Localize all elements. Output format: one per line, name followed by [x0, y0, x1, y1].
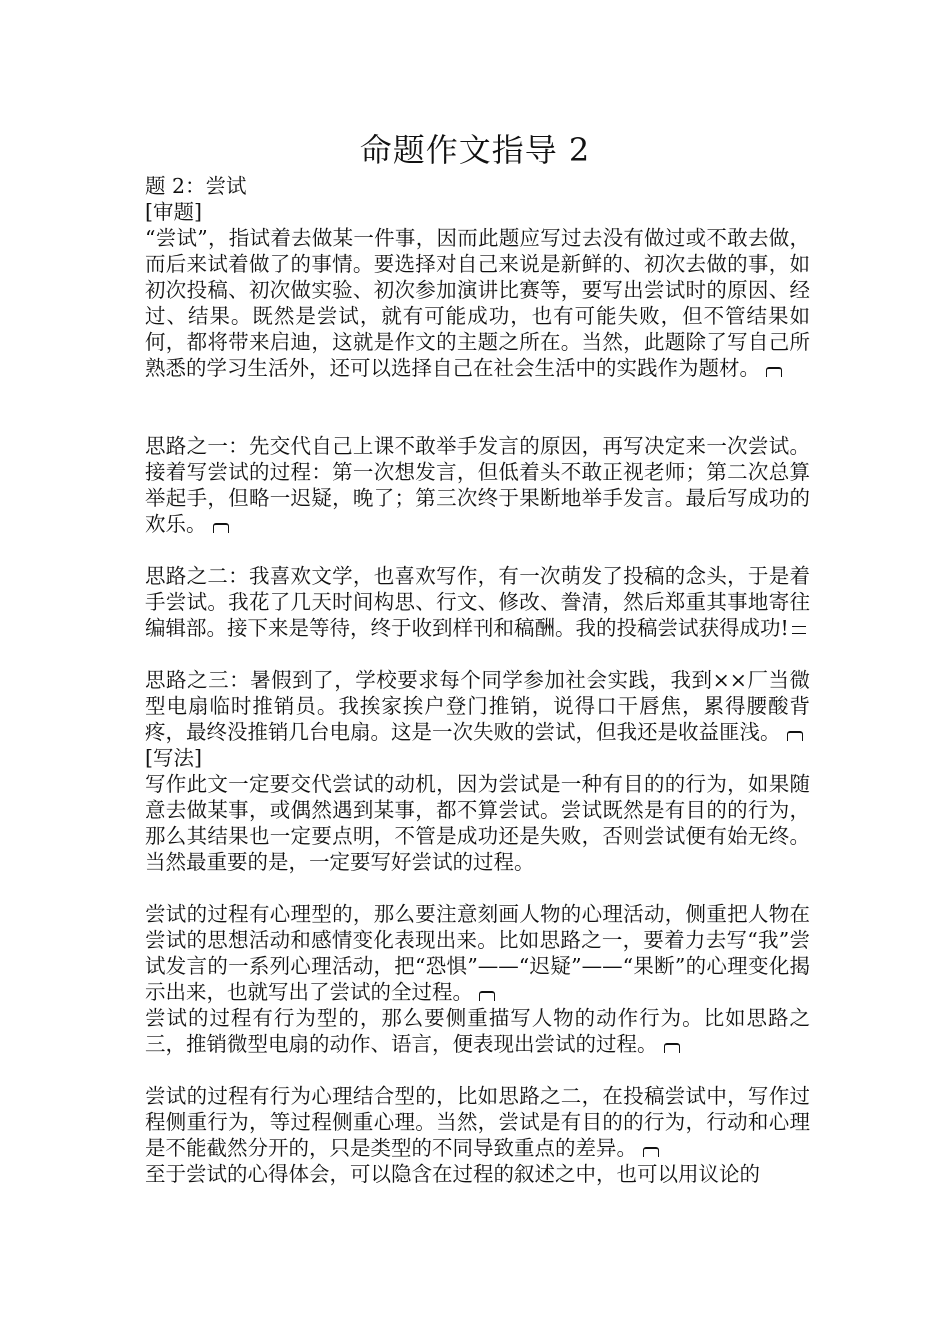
paragraph-mark-icon [213, 523, 229, 533]
paragraph-method-2 [145, 901, 810, 1005]
blank-line [145, 537, 810, 563]
paragraph-text: 思路之三：暑假到了，学校要求每个同学参加社会实践，我到××厂当微型电扇临时推销员。我挨家挨户登门推销，说得口干唇焦，累得腰酸背疼，最终没推销几台电扇。这是一次失败的尝试，但我还是收益匪浅。 [145, 668, 810, 744]
paragraph-idea-1 [145, 433, 810, 537]
paragraph-text: 思路之二：我喜欢文学，也喜欢写作，有一次萌发了投稿的念头，于是着手尝试。我花了几天时间构思、行文、修改、誊清，然后郑重其事地寄往编辑部。接下来是等待，终于收到样刊和稿酬。我的投稿尝试获得成功! [145, 564, 810, 640]
section-heading-method: [写法] [145, 746, 202, 770]
blank-line [145, 641, 810, 667]
blank-line [145, 381, 810, 433]
document-body [145, 173, 810, 1187]
paragraph-idea-2 [145, 563, 810, 641]
paragraph-mark-icon [664, 1043, 680, 1053]
blank-line [145, 875, 810, 901]
paragraph-review [145, 225, 810, 381]
paragraph-text: “尝试”，指试着去做某一件事，因而此题应写过去没有做过或不敢去做，而后来试着做了的事情。要选择对自己来说是新鲜的、初次去做的事，如初次投稿、初次做实验、初次参加演讲比赛等，要写出尝试时的原因、经过、结果。既然是尝试，就有可能成功，也有可能失败，但不管结果如何，都将带来启迪，这就是作文的主题之所在。当然，此题除了写自己所熟悉的学习生活外，还可以选择自己在社会生活中的实践作为题材。 [145, 226, 810, 380]
paragraph-mark-icon [766, 367, 782, 377]
topic-line: 题 2：尝试 [145, 174, 247, 198]
paragraph-text: 尝试的过程有行为型的，那么要侧重描写人物的动作行为。比如思路之三，推销微型电扇的动作、语言，便表现出尝试的过程。 [145, 1006, 810, 1056]
paragraph-text: 尝试的过程有行为心理结合型的，比如思路之二，在投稿尝试中，写作过程侧重行为，等过程侧重心理。当然，尝试是有目的的行为，行动和心理是不能截然分开的，只是类型的不同导致重点的差异。 [145, 1084, 810, 1160]
paragraph-method-1: 写作此文一定要交代尝试的动机，因为尝试是一种有目的的行为，如果随意去做某事，或偶然遇到某事，都不算尝试。尝试既然是有目的的行为，那么其结果也一定要点明，不管是成功还是失败，否则尝试便有始无终。当然最重要的是，一定要写好尝试的过程。 [145, 772, 810, 874]
paragraph-text: 思路之一：先交代自己上课不敢举手发言的原因，再写决定来一次尝试。接着写尝试的过程：第一次想发言，但低着头不敢正视老师；第二次总算举起手，但略一迟疑，晚了；第三次终于果断地举手发言。最后写成功的欢乐。 [145, 434, 810, 536]
paragraph-mark-icon [643, 1147, 659, 1157]
paragraph-mark-icon [479, 991, 495, 1001]
paragraph-method-5: 至于尝试的心得体会，可以隐含在过程的叙述之中，也可以用议论的 [145, 1162, 760, 1186]
equals-mark-icon [792, 626, 806, 634]
blank-line [145, 1057, 810, 1083]
paragraph-idea-3 [145, 667, 810, 745]
paragraph-method-4 [145, 1083, 810, 1161]
page-title: 命题作文指导 2 [359, 131, 591, 169]
paragraph-mark-icon [787, 731, 803, 741]
section-heading-review: [审题] [145, 200, 202, 224]
paragraph-text: 尝试的过程有心理型的，那么要注意刻画人物的心理活动，侧重把人物在尝试的思想活动和感情变化表现出来。比如思路之一，要着力去写“我”尝试发言的一系列心理活动，把“恐惧”——“迟疑”——“果断”的心理变化揭示出来，也就写出了尝试的全过程。 [145, 902, 810, 1004]
paragraph-method-3 [145, 1005, 810, 1057]
